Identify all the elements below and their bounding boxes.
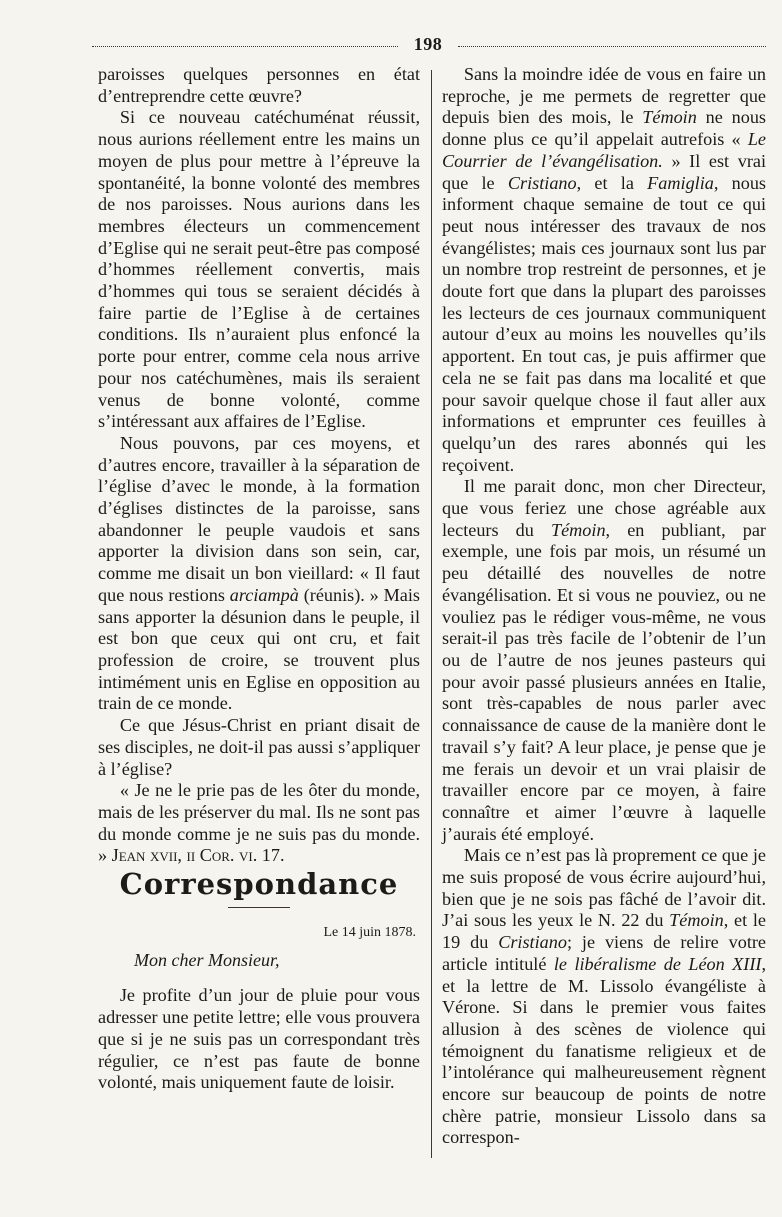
journal-name: Famiglia xyxy=(647,172,714,193)
column-divider xyxy=(431,70,432,1158)
header-rule-right xyxy=(458,46,766,47)
paragraph-text: ; je viens de relire votre article intitulé xyxy=(442,932,766,974)
bible-citation: Jean xvii, ii Cor. vi. 17. xyxy=(111,845,285,866)
paragraph-text: ne nous donne plus ce qu’il appelait autrefois « xyxy=(442,107,766,150)
letter-date: Le 14 juin 1878. xyxy=(323,925,416,941)
title-rule xyxy=(228,907,290,908)
paragraph-text: , en publiant, par exemple, une fois par mois, un résumé un peu détaillé des nouvelles de notre évangélisation. Et si vous ne pouviez, ou ne vouliez pas le rédiger vous-même, ne vous serait-il pas très facile de l’obtenir de l’un ou de l’autre de nos jeunes pasteurs qui pour avoir passé plusieurs années en Italie, sont très-capables de nous parler avec connaissance de cause de la manière dont le travail s’y fait? A leur place, je pense que je me ferais un devoir et un vrai plaisir de travailler encore par ce moyen, à faire connaître et aimer l’œuvre à laquelle j’aurais été employé. xyxy=(442,519,766,844)
left-column xyxy=(98,64,420,1094)
journal-name: Témoin xyxy=(642,107,697,128)
quote-paragraph xyxy=(98,780,420,867)
paragraph-text: , nous informent chaque semaine de tout ce qui peut nous intéresser des travaux de nos évangélistes; mais ces journaux sont lus par un nombre trop restreint de personnes, et je doute fort que dans la plupart des paroisses les lecteurs de ces journaux communiquent autour d’eux au moins les nouvelles qu’ils apportent. En tout cas, je puis affirmer que cela ne se fait pas dans ma localité et que pour savoir quelque chose il faut aller aux informations et emprunter ces feuilles à quelqu’un des rares abonnés qui les reçoivent. xyxy=(442,172,767,475)
paragraph xyxy=(98,433,420,715)
paragraph: Si ce nouveau catéchuménat réussit, nous aurions réellement entre les mains un moyen de plus pour mettre à l’épreuve la spontanéité, la bonne volonté des membres de nos paroisses. Nous aurions dans les membres électeurs un commencement d’Eglise qui ne serait peut-être pas composé d’hommes réellement convertis, mais d’hommes qui tous se seraient décidés à faire partie de l’Eglise à de certaines conditions. Ils n’auraient plus enfoncé la porte pour entrer, comme cela nous arrive pour nos catéchumènes, mais ils seraient venus de bonne volonté, comme s’intéressant aux affaires de l’Eglise. xyxy=(98,107,420,432)
paragraph: paroisses quelques personnes en état d’entreprendre cette œuvre? xyxy=(98,64,420,106)
paragraph-text: Sans la moindre idée de vous en faire un reproche, je me permets de regretter que depuis bien des mois, le xyxy=(442,64,766,128)
paragraph xyxy=(442,64,766,476)
page-header xyxy=(92,32,766,56)
page-number: 198 xyxy=(413,34,443,54)
paragraph xyxy=(442,476,766,845)
paragraph: Je profite d’un jour de pluie pour vous adresser une petite lettre; elle vous prouvera que si je ne suis pas un correspondant très régulier, ce n’est pas faute de bonne volonté, mais uniquement faute de loisir. xyxy=(98,985,420,1093)
paragraph xyxy=(442,845,766,1149)
journal-name: Cristiano xyxy=(507,172,577,193)
journal-name: Cristiano xyxy=(498,932,567,953)
journal-name: Témoin xyxy=(550,519,606,540)
section-title: Correspondance xyxy=(119,867,399,902)
journal-section-title: Le Courrier de l’évangélisation. xyxy=(442,129,766,171)
letter-salutation: Mon cher Monsieur, xyxy=(134,949,280,970)
paragraph-text: Il me parait donc, mon cher Directeur, que vous feriez une chose agréable aux lecteurs du xyxy=(442,476,766,540)
journal-name: Témoin xyxy=(669,910,724,931)
paragraph-text: , et la lettre de M. Lissolo évangéliste à Vérone. Si dans le premier vous faites allusion à des scènes de violence qui témoignent du fanatisme religieux et de l’intolérance qui malheureusement règnent encore sur beaucoup de points de notre chère patrie, monsieur Lissolo dans sa correspon- xyxy=(442,953,767,1148)
paragraph-text: , et le 19 du xyxy=(442,910,766,953)
quote-text: « Je ne le prie pas de les ôter du monde, mais de les préserver du mal. Ils ne sont pas du monde comme je ne suis pas du monde. » xyxy=(98,780,420,866)
header-rule-left xyxy=(92,46,398,47)
dialect-word: arciampà xyxy=(229,584,299,605)
right-column xyxy=(442,64,766,1149)
paragraph: Ce que Jésus-Christ en priant disait de ses disciples, ne doit-il pas aussi s’appliquer à l’église? xyxy=(98,715,420,779)
article-title: le libéralisme de Léon XIII xyxy=(553,953,762,974)
paragraph-text: , et la xyxy=(576,172,648,193)
paragraph-text: Mais ce n’est pas là proprement ce que je me suis proposé de vous écrire aujourd’hui, bien que je ne sois pas fâché de l’avoir dit. J’ai sous les yeux le N. 22 du xyxy=(442,845,766,931)
paragraph-text: » Il est vrai que le xyxy=(442,150,767,193)
paragraph-text: Nous pouvons, par ces moyens, et d’autres encore, travailler à la séparation de l’église d’avec le monde, à la formation d’églises distinctes de la paroisse, sans abandonner le peuple vaudois et sans apporter la division dans son sein, car, comme me disait un bon vieillard: « Il faut que nous restions xyxy=(98,432,420,605)
paragraph-text: (réunis). » Mais sans apporter la désunion dans le peuple, il est bon que ceux qui ont cru, et fait profession de croire, se trouvent plus intimément unis en Eglise en opposition au train de ce monde. xyxy=(98,584,421,714)
